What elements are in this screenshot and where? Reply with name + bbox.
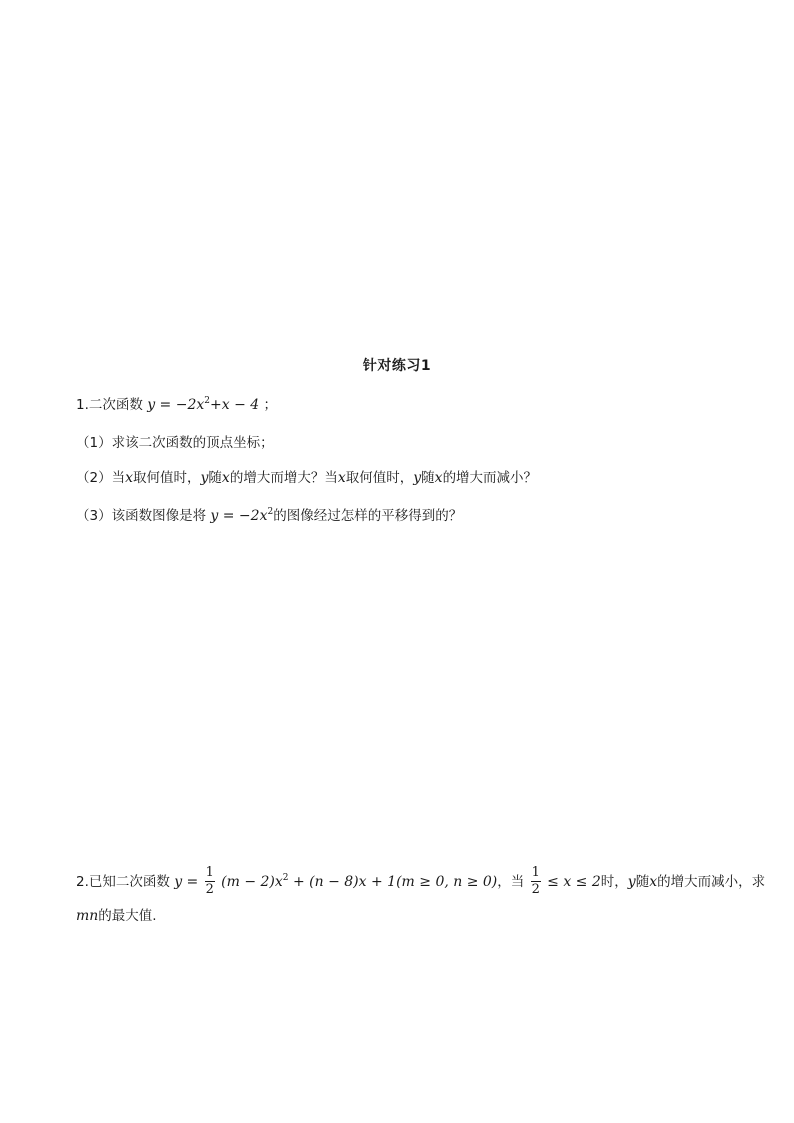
- var-x: x: [221, 470, 230, 486]
- var-x: x: [337, 470, 346, 486]
- question-2-number: 2.: [76, 874, 89, 890]
- formula-exponent: 2: [267, 507, 274, 517]
- part-2-text: 的增大而减小？: [442, 470, 538, 486]
- formula-tail: +x − 4: [210, 397, 260, 413]
- formula-main: y = −2x: [147, 397, 205, 413]
- part-2-text: 取何值时，: [133, 470, 201, 486]
- part-2-text: 当: [111, 470, 126, 486]
- question-1-end: ；: [263, 397, 277, 413]
- question-2-text: 时，: [600, 874, 628, 890]
- question-1-text: 二次函数: [88, 397, 143, 413]
- question-1-part-1: [76, 433, 274, 453]
- fraction-numerator: 1: [205, 864, 214, 880]
- part-2-label: （2）: [76, 470, 112, 486]
- fraction-denominator: 2: [205, 881, 214, 897]
- part-3-text: 该函数图像是将: [111, 508, 207, 524]
- part-2-text: 随: [421, 470, 435, 486]
- question-1-formula: [147, 397, 259, 413]
- question-1-part-2: [76, 468, 537, 488]
- formula-y: y =: [174, 874, 199, 890]
- formula-exponent: 2: [204, 396, 210, 406]
- question-1-part-3: [76, 506, 462, 526]
- page-title: 针对练习1: [362, 358, 432, 374]
- question-2-text: 的增大而减小，求: [657, 874, 766, 890]
- formula-main: y = −2x: [210, 508, 268, 524]
- fraction-one-half: [531, 865, 541, 898]
- question-2-text: 的最大值.: [98, 908, 157, 924]
- part-1-label: （1）: [76, 435, 112, 451]
- question-2-text: 已知二次函数: [88, 874, 170, 890]
- question-2-line-2: [76, 906, 157, 926]
- part-3-label: （3）: [76, 508, 112, 524]
- var-mn: mn: [76, 908, 99, 924]
- var-y: y: [627, 874, 636, 890]
- formula-part: + (n − 8)x + 1(m ≥ 0, n ≥ 0): [288, 874, 498, 890]
- fraction-numerator: 1: [531, 864, 540, 880]
- var-x: x: [125, 470, 133, 486]
- question-2-stem: [76, 864, 765, 900]
- part-2-text: 的增大而增大？当: [229, 470, 338, 486]
- question-1-number: 1.: [76, 397, 89, 413]
- var-x: x: [649, 874, 658, 890]
- question-2-text: 随: [635, 874, 650, 890]
- var-y: y: [413, 470, 422, 486]
- part-1-text: 求该二次函数的顶点坐标；: [111, 435, 274, 451]
- var-x: x: [434, 470, 443, 486]
- part-3-formula: [210, 508, 273, 524]
- fraction-denominator: 2: [531, 881, 540, 897]
- question-2-formula: [221, 874, 497, 890]
- question-2-text: ，当: [497, 874, 525, 890]
- part-3-text: 的图像经过怎样的平移得到的？: [273, 508, 463, 524]
- var-y: y: [200, 470, 209, 486]
- formula-part: (m − 2)x: [221, 874, 283, 890]
- question-1-stem: [76, 395, 277, 415]
- formula-exponent: 2: [282, 873, 289, 883]
- fraction-one-half: [205, 865, 215, 898]
- part-2-text: 随: [208, 470, 222, 486]
- part-2-text: 取何值时，: [345, 470, 414, 486]
- range-expression: ≤ x ≤ 2: [547, 874, 601, 890]
